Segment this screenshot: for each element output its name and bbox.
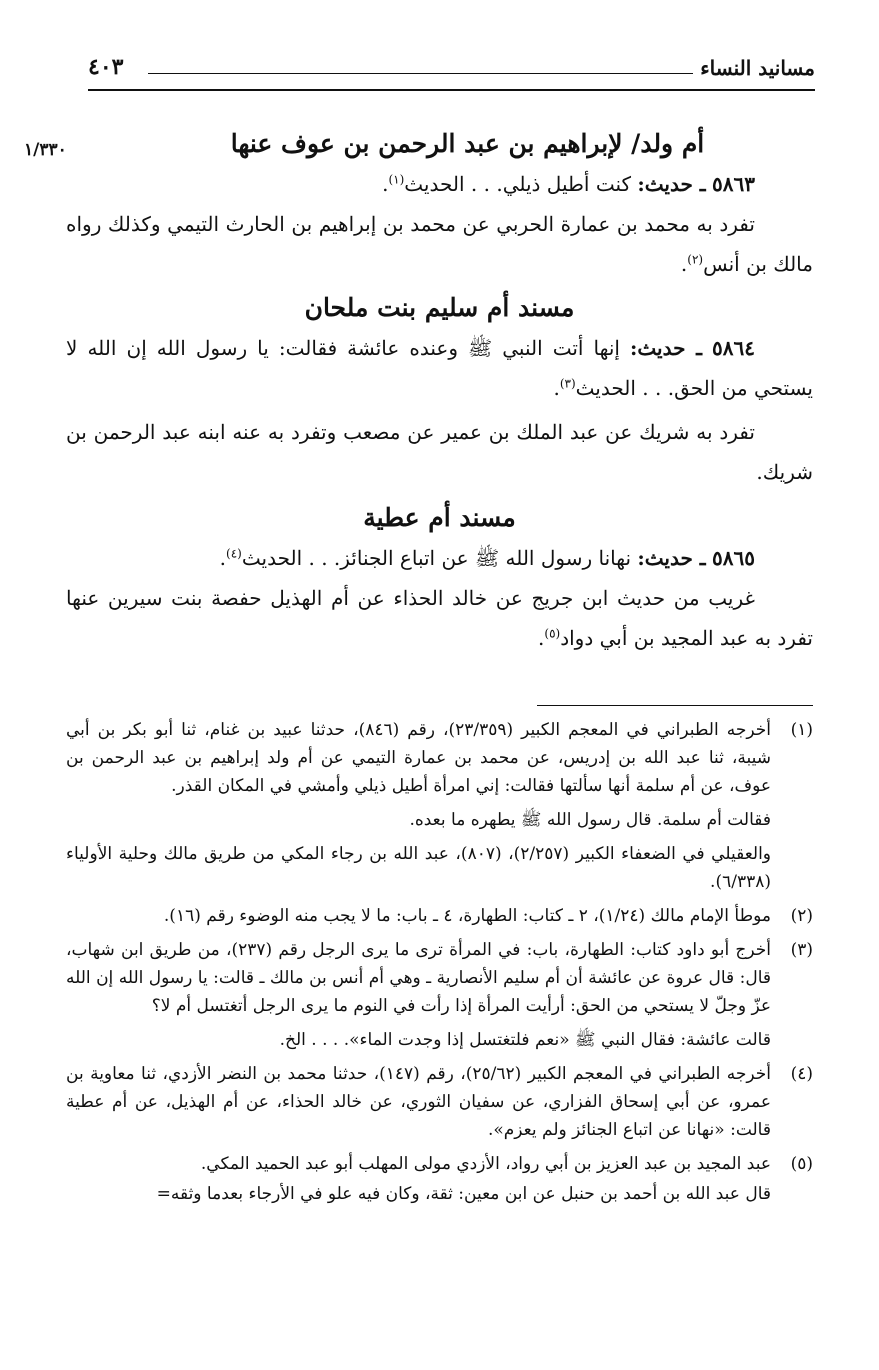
commentary: تفرد به محمد بن عمارة الحربي عن محمد بن إبراهيم بن الحارث التيمي وكذلك رواه مالك بن أنس$^{(٢)}$.	[66, 212, 813, 276]
footnotes	[66, 716, 813, 1208]
footnote-paragraph: أخرجه الطبراني في المعجم الكبير (٢٥/٦٢)، رقم (١٤٧)، حدثنا محمد بن النضر الأزدي، ثنا معاوية بن عمرو، عن أبي إسحاق الفزاري، عن سفيان الثوري، عن خالد الحذاء، عن أم الهذيل، عن أم عطية قالت: «نهانا عن اتباع الجنائز ولم يعزم».	[66, 1064, 771, 1140]
footnote-number: (٢)	[790, 906, 813, 926]
running-header	[88, 56, 815, 86]
footnote-continuation: قال عبد الله بن أحمد بن حنبل عن ابن معين: ثقة، وكان فيه علو في الأرجاء بعدما وثقه=	[156, 1184, 771, 1204]
footnote-number: (٤)	[790, 1064, 813, 1084]
footnote-ref: (٢)	[687, 252, 704, 267]
footnote-paragraph: قالت عائشة: فقال النبي ﷺ «نعم فلتغتسل إذا وجدت الماء». . . . الخ.	[279, 1030, 771, 1050]
hadith-entry: ٥٨٦٥ ـ حديث: نهانا رسول الله ﷺ عن اتباع الجنائز. . . الحديث$^{(٤)}$.	[219, 546, 755, 570]
commentary: تفرد به شريك عن عبد الملك بن عمير عن مصعب وتفرد به عنه ابنه عبد الرحمن بن شريك.	[66, 420, 813, 484]
footnote	[66, 716, 813, 896]
hadith-text: كنت أطيل ذيلي. . . الحديث	[404, 172, 638, 196]
hadith-number: ٥٨٦٥	[712, 546, 755, 570]
commentary-text: تفرد به محمد بن عمارة الحربي عن محمد بن إبراهيم بن الحارث التيمي وكذلك رواه مالك بن أنس	[66, 212, 813, 276]
footnote-paragraph: موطأ الإمام مالك (١/٢٤)، ٢ ـ كتاب: الطهارة، ٤ ـ باب: ما لا يجب منه الوضوء رقم (١٦).	[163, 906, 771, 926]
footnote-ref: (٥)	[544, 626, 561, 641]
footnote-paragraph: أخرجه الطبراني في المعجم الكبير (٢٣/٣٥٩)، رقم (٨٤٦)، حدثنا عبيد بن غنام، ثنا أبو بكر بن أبي شيبة، ثنا عبد الله بن إدريس، عن محمد بن عمارة التيمي عن أم ولد إبراهيم بن عبد الرحمن بن عوف، عن أم سلمة أنها سألتها فقالت: إني امرأة أطيل ذيلي وأمشي في المكان القذر.	[66, 720, 771, 796]
hadith-label: ـ حديث:	[637, 172, 706, 196]
footnote	[66, 902, 813, 930]
page-number: ٤٠٣	[88, 54, 124, 80]
main-text	[66, 124, 813, 658]
footnote-paragraph: عبد المجيد بن عبد العزيز بن أبي رواد، الأزدي مولى المهلب أبو عبد الحميد المكي.	[200, 1154, 771, 1174]
hadith-text: نهانا رسول الله ﷺ عن اتباع الجنائز. . . الحديث	[241, 546, 638, 570]
hadith-label: ـ حديث:	[630, 336, 702, 360]
footnote-ref: (٣)	[559, 376, 576, 391]
commentary-text: غريب من حديث ابن جريج عن خالد الحذاء عن أم الهذيل حفصة بنت سيرين عنها تفرد به عبد المجيد بن أبي دواد	[66, 586, 813, 650]
footnote-separator	[537, 705, 813, 706]
footnote-number: (٥)	[790, 1154, 813, 1174]
commentary-text: تفرد به شريك عن عبد الملك بن عمير عن مصعب وتفرد به عنه ابنه عبد الرحمن بن شريك	[66, 420, 813, 484]
header-rule	[148, 73, 693, 74]
section-title-umm-atiyya: مسند أم عطية	[363, 503, 516, 532]
hadith-text: إنها أتت النبي ﷺ وعنده عائشة فقالت: يا رسول الله إن الله لا يستحي من الحق. . . الحديث	[66, 336, 813, 400]
footnote-ref: (٤)	[226, 546, 242, 561]
hadith-number: ٥٨٦٣	[712, 172, 755, 196]
footnote	[66, 1060, 813, 1144]
hadith-entry: ٥٨٦٣ ـ حديث: كنت أطيل ذيلي. . . الحديث$^{(١)}$.	[382, 172, 755, 196]
footnote-paragraph: فقالت أم سلمة. قال رسول الله ﷺ يطهره ما بعده.	[409, 810, 771, 830]
footnote-paragraph: والعقيلي في الضعفاء الكبير (٢/٢٥٧)، (٨٠٧)، عبد الله بن رجاء المكي من طريق مالك وحلية الأولياء (٦/٣٣٨).	[66, 844, 772, 892]
footnote-ref: (١)	[388, 172, 405, 187]
commentary: غريب من حديث ابن جريج عن خالد الحذاء عن أم الهذيل حفصة بنت سيرين عنها تفرد به عبد المجيد بن أبي دواد$^{(٥)}$.	[66, 586, 813, 650]
footnote-paragraph: أخرج أبو داود كتاب: الطهارة، باب: في المرأة ترى ما يرى الرجل رقم (٢٣٧)، من طريق ابن شهاب، قال: قال عروة عن عائشة أن أم سليم الأنصارية ـ وهي أم أنس بن مالك ـ قالت: يا رسول الله إن الله عزّ وجلّ لا يستحي من الحق: أرأيت المرأة إذا رأت في النوم ما يرى الرجل أتغتسل أم لا؟	[66, 940, 771, 1016]
header-underline	[88, 89, 815, 91]
footnote	[66, 1150, 813, 1178]
hadith-entry: ٥٨٦٤ ـ حديث: إنها أتت النبي ﷺ وعنده عائشة فقالت: يا رسول الله إن الله لا يستحي من الحق. . . الحديث$^{(٣)}$.	[66, 336, 813, 400]
footnote-number: (٣)	[790, 940, 813, 960]
footnote-number: (١)	[790, 720, 813, 740]
hadith-label: ـ حديث:	[637, 546, 706, 570]
footnote	[66, 936, 813, 1054]
section-title-umm-sulaym: مسند أم سليم بنت ملحان	[304, 293, 575, 322]
manuscript-folio-ref: ١/٣٣٠	[24, 140, 67, 160]
section-title-umm-walad: أم ولد/ لإبراهيم بن عبد الرحمن بن عوف عنها	[230, 129, 705, 158]
hadith-number: ٥٨٦٤	[712, 336, 755, 360]
book-title: مسانيد النساء	[700, 56, 815, 80]
